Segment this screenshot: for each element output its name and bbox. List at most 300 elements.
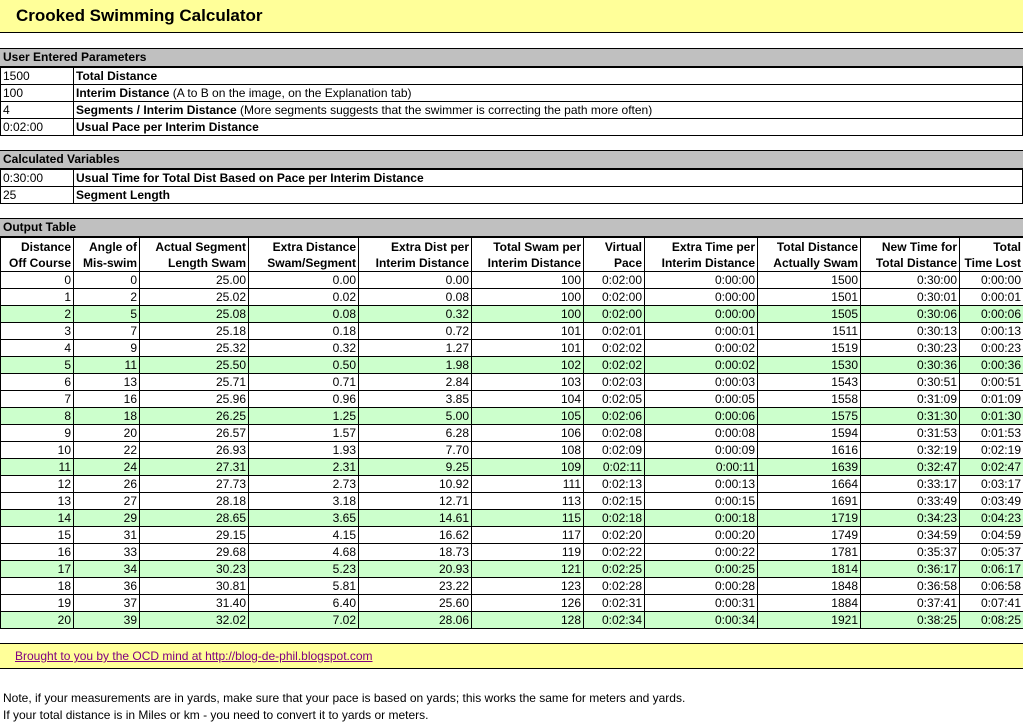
column-header-line2: Pace xyxy=(613,255,642,270)
table-cell[interactable]: 4.15 xyxy=(249,527,359,544)
table-cell[interactable]: 0:00:22 xyxy=(645,544,758,561)
table-cell[interactable]: 1.98 xyxy=(359,357,472,374)
table-cell[interactable]: 1848 xyxy=(758,578,861,595)
table-row xyxy=(1,578,1023,595)
column-header xyxy=(140,238,249,272)
param-row xyxy=(1,119,1023,136)
table-cell[interactable]: 0:37:41 xyxy=(861,595,960,612)
table-cell[interactable]: 0:34:23 xyxy=(861,510,960,527)
table-cell[interactable]: 0:02:00 xyxy=(584,289,645,306)
table-cell[interactable]: 19 xyxy=(1,595,74,612)
table-cell[interactable]: 0:02:06 xyxy=(584,408,645,425)
table-cell[interactable]: 29.68 xyxy=(140,544,249,561)
column-header-line1: Virtual xyxy=(604,239,642,254)
table-cell[interactable]: 0:30:23 xyxy=(861,340,960,357)
table-cell[interactable]: 17 xyxy=(1,561,74,578)
table-cell[interactable]: 0:00:00 xyxy=(645,272,758,289)
title-band xyxy=(0,0,1023,33)
calc-row xyxy=(1,170,1023,187)
column-header xyxy=(472,238,584,272)
table-cell[interactable]: 28.65 xyxy=(140,510,249,527)
param-value[interactable]: 4 xyxy=(1,102,74,119)
table-row xyxy=(1,493,1023,510)
table-cell[interactable]: 108 xyxy=(472,442,584,459)
table-cell[interactable]: 115 xyxy=(472,510,584,527)
table-cell[interactable]: 28.06 xyxy=(359,612,472,629)
table-cell[interactable]: 0 xyxy=(74,272,140,289)
table-cell[interactable]: 0:01:09 xyxy=(960,391,1023,408)
table-cell[interactable]: 25.50 xyxy=(140,357,249,374)
param-label-text: Usual Pace per Interim Distance xyxy=(76,119,259,134)
table-cell[interactable]: 0:02:28 xyxy=(584,578,645,595)
table-row xyxy=(1,612,1023,629)
table-cell[interactable]: 4 xyxy=(1,340,74,357)
table-cell[interactable]: 0:00:20 xyxy=(645,527,758,544)
table-cell[interactable]: 0:02:18 xyxy=(584,510,645,527)
table-cell[interactable]: 0:00:06 xyxy=(645,408,758,425)
table-cell[interactable]: 0:30:13 xyxy=(861,323,960,340)
table-cell[interactable]: 113 xyxy=(472,493,584,510)
table-cell[interactable]: 36 xyxy=(74,578,140,595)
calc-vars-table xyxy=(0,169,1023,204)
table-row xyxy=(1,391,1023,408)
table-cell[interactable]: 9 xyxy=(1,425,74,442)
param-label-text: Segments / Interim Distance xyxy=(76,102,237,117)
table-cell[interactable]: 18.73 xyxy=(359,544,472,561)
table-cell[interactable]: 31.40 xyxy=(140,595,249,612)
table-cell[interactable]: 14.61 xyxy=(359,510,472,527)
table-row xyxy=(1,527,1023,544)
column-header-line2: Length Swam xyxy=(167,255,246,270)
table-cell[interactable]: 0:30:00 xyxy=(861,272,960,289)
param-value[interactable]: 100 xyxy=(1,85,74,102)
table-cell[interactable]: 0:31:30 xyxy=(861,408,960,425)
table-row xyxy=(1,561,1023,578)
table-cell[interactable]: 0:05:37 xyxy=(960,544,1023,561)
table-cell[interactable]: 7 xyxy=(1,391,74,408)
column-header xyxy=(74,238,140,272)
param-row xyxy=(1,68,1023,85)
table-cell[interactable]: 4.68 xyxy=(249,544,359,561)
table-cell[interactable]: 23.22 xyxy=(359,578,472,595)
table-cell[interactable]: 5.00 xyxy=(359,408,472,425)
table-cell[interactable]: 3.85 xyxy=(359,391,472,408)
table-cell[interactable]: 100 xyxy=(472,289,584,306)
table-cell[interactable]: 10 xyxy=(1,442,74,459)
table-cell[interactable]: 0.32 xyxy=(359,306,472,323)
table-cell[interactable]: 0:36:58 xyxy=(861,578,960,595)
table-cell[interactable]: 16.62 xyxy=(359,527,472,544)
table-cell[interactable]: 22 xyxy=(74,442,140,459)
table-cell[interactable]: 1519 xyxy=(758,340,861,357)
table-cell[interactable]: 0:32:19 xyxy=(861,442,960,459)
table-cell[interactable]: 13 xyxy=(1,493,74,510)
table-cell[interactable]: 1884 xyxy=(758,595,861,612)
table-cell[interactable]: 5 xyxy=(74,306,140,323)
column-header xyxy=(758,238,861,272)
column-header-line2: Interim Distance xyxy=(487,255,581,270)
table-cell[interactable]: 0:00:06 xyxy=(960,306,1023,323)
table-cell[interactable]: 0:02:13 xyxy=(584,476,645,493)
table-cell[interactable]: 123 xyxy=(472,578,584,595)
table-cell[interactable]: 0.18 xyxy=(249,323,359,340)
table-cell[interactable]: 20 xyxy=(74,425,140,442)
column-header-line1: Total Swam per xyxy=(493,239,581,254)
table-cell[interactable]: 104 xyxy=(472,391,584,408)
table-cell[interactable]: 0.50 xyxy=(249,357,359,374)
table-cell[interactable]: 0:02:02 xyxy=(584,340,645,357)
column-header-line1: Total xyxy=(993,239,1021,254)
page-title: Crooked Swimming Calculator xyxy=(16,6,263,25)
table-cell[interactable]: 0:00:15 xyxy=(645,493,758,510)
table-cell[interactable]: 0:00:23 xyxy=(960,340,1023,357)
table-cell[interactable]: 0:30:06 xyxy=(861,306,960,323)
column-header-line2: Total Distance xyxy=(875,255,957,270)
table-row xyxy=(1,323,1023,340)
table-cell[interactable]: 39 xyxy=(74,612,140,629)
table-cell[interactable]: 1639 xyxy=(758,459,861,476)
column-header-line2: Interim Distance xyxy=(661,255,755,270)
table-row xyxy=(1,476,1023,493)
table-cell[interactable]: 31 xyxy=(74,527,140,544)
table-cell[interactable]: 0:02:11 xyxy=(584,459,645,476)
column-header xyxy=(1,238,74,272)
table-cell[interactable]: 30.81 xyxy=(140,578,249,595)
table-cell[interactable]: 0:02:22 xyxy=(584,544,645,561)
param-value[interactable]: 0:02:00 xyxy=(1,119,74,136)
table-cell[interactable]: 0:02:31 xyxy=(584,595,645,612)
table-cell[interactable]: 0:30:36 xyxy=(861,357,960,374)
table-cell[interactable]: 0:02:01 xyxy=(584,323,645,340)
table-cell[interactable]: 109 xyxy=(472,459,584,476)
table-cell[interactable]: 0:08:25 xyxy=(960,612,1023,629)
table-cell[interactable]: 1616 xyxy=(758,442,861,459)
column-header-line2: Mis-swim xyxy=(82,255,137,270)
table-cell[interactable]: 0:02:09 xyxy=(584,442,645,459)
column-header-line1: Actual Segment xyxy=(155,239,246,254)
table-cell[interactable]: 111 xyxy=(472,476,584,493)
table-cell[interactable]: 0:01:53 xyxy=(960,425,1023,442)
table-cell[interactable]: 29.15 xyxy=(140,527,249,544)
table-cell[interactable]: 5.23 xyxy=(249,561,359,578)
table-row xyxy=(1,544,1023,561)
table-cell[interactable]: 0:00:05 xyxy=(645,391,758,408)
table-row xyxy=(1,289,1023,306)
table-cell[interactable]: 34 xyxy=(74,561,140,578)
table-cell[interactable]: 1543 xyxy=(758,374,861,391)
table-cell[interactable]: 37 xyxy=(74,595,140,612)
column-header-line1: Extra Distance xyxy=(272,239,356,254)
table-cell[interactable]: 26.93 xyxy=(140,442,249,459)
table-cell[interactable]: 0 xyxy=(1,272,74,289)
table-cell[interactable]: 27.31 xyxy=(140,459,249,476)
column-header xyxy=(960,238,1023,272)
table-cell[interactable]: 0:00:01 xyxy=(960,289,1023,306)
table-row xyxy=(1,340,1023,357)
table-cell[interactable]: 0:35:37 xyxy=(861,544,960,561)
param-note: (A to B on the image, on the Explanation tab) xyxy=(169,85,412,100)
table-cell[interactable]: 0:03:17 xyxy=(960,476,1023,493)
column-header-line2: Interim Distance xyxy=(375,255,469,270)
table-cell[interactable]: 18 xyxy=(1,578,74,595)
table-cell[interactable]: 2.84 xyxy=(359,374,472,391)
table-row xyxy=(1,595,1023,612)
blog-link[interactable]: Brought to you by the OCD mind at http://blog-de-phil.blogspot.com xyxy=(15,649,373,663)
column-header-line1: New Time for xyxy=(881,239,957,254)
table-cell[interactable]: 25.00 xyxy=(140,272,249,289)
table-cell[interactable]: 25.18 xyxy=(140,323,249,340)
table-cell[interactable]: 11 xyxy=(74,357,140,374)
table-cell[interactable]: 1781 xyxy=(758,544,861,561)
table-cell[interactable]: 0:33:49 xyxy=(861,493,960,510)
table-cell[interactable]: 20 xyxy=(1,612,74,629)
table-cell[interactable]: 2.73 xyxy=(249,476,359,493)
table-cell[interactable]: 0:02:20 xyxy=(584,527,645,544)
table-cell[interactable]: 28.18 xyxy=(140,493,249,510)
table-cell[interactable]: 16 xyxy=(1,544,74,561)
table-cell[interactable]: 10.92 xyxy=(359,476,472,493)
table-cell[interactable]: 0.71 xyxy=(249,374,359,391)
table-cell[interactable]: 25.60 xyxy=(359,595,472,612)
table-cell[interactable]: 0.00 xyxy=(249,272,359,289)
table-cell[interactable]: 101 xyxy=(472,323,584,340)
table-cell[interactable]: 27.73 xyxy=(140,476,249,493)
table-cell[interactable]: 1505 xyxy=(758,306,861,323)
table-cell[interactable]: 128 xyxy=(472,612,584,629)
table-cell[interactable]: 0:01:30 xyxy=(960,408,1023,425)
table-cell[interactable]: 26.25 xyxy=(140,408,249,425)
column-header-line1: Extra Dist per xyxy=(390,239,469,254)
table-cell[interactable]: 100 xyxy=(472,272,584,289)
table-cell[interactable]: 0:00:11 xyxy=(645,459,758,476)
table-cell[interactable]: 0:02:02 xyxy=(584,357,645,374)
table-cell[interactable]: 0.08 xyxy=(359,289,472,306)
table-cell[interactable]: 7.70 xyxy=(359,442,472,459)
table-cell[interactable]: 0:00:13 xyxy=(960,323,1023,340)
table-cell[interactable]: 0.02 xyxy=(249,289,359,306)
table-cell[interactable]: 33 xyxy=(74,544,140,561)
param-row xyxy=(1,102,1023,119)
table-cell[interactable]: 32.02 xyxy=(140,612,249,629)
table-cell[interactable]: 1.93 xyxy=(249,442,359,459)
table-cell[interactable]: 0:00:01 xyxy=(645,323,758,340)
table-cell[interactable]: 1.27 xyxy=(359,340,472,357)
table-cell[interactable]: 126 xyxy=(472,595,584,612)
table-cell[interactable]: 0:30:51 xyxy=(861,374,960,391)
table-cell[interactable]: 0:00:51 xyxy=(960,374,1023,391)
table-cell[interactable]: 0:34:59 xyxy=(861,527,960,544)
table-cell[interactable]: 1749 xyxy=(758,527,861,544)
param-label xyxy=(74,102,1023,119)
table-cell[interactable]: 7.02 xyxy=(249,612,359,629)
table-cell[interactable]: 25.71 xyxy=(140,374,249,391)
table-cell[interactable]: 121 xyxy=(472,561,584,578)
table-cell[interactable]: 20.93 xyxy=(359,561,472,578)
table-cell[interactable]: 1.57 xyxy=(249,425,359,442)
table-cell[interactable]: 14 xyxy=(1,510,74,527)
table-cell[interactable]: 0:00:25 xyxy=(645,561,758,578)
column-header-line1: Angle of xyxy=(89,239,137,254)
table-cell[interactable]: 0:02:25 xyxy=(584,561,645,578)
table-cell[interactable]: 0:02:34 xyxy=(584,612,645,629)
table-cell[interactable]: 1511 xyxy=(758,323,861,340)
table-cell[interactable]: 0:06:58 xyxy=(960,578,1023,595)
table-row xyxy=(1,408,1023,425)
table-cell[interactable]: 11 xyxy=(1,459,74,476)
table-cell[interactable]: 25.08 xyxy=(140,306,249,323)
table-cell[interactable]: 0:00:00 xyxy=(645,306,758,323)
table-cell[interactable]: 7 xyxy=(74,323,140,340)
table-cell[interactable]: 119 xyxy=(472,544,584,561)
note-convert: If your total distance is in Miles or km - you need to convert it to yards or meters. xyxy=(3,708,429,722)
table-cell[interactable]: 29 xyxy=(74,510,140,527)
table-cell[interactable]: 100 xyxy=(472,306,584,323)
table-cell[interactable]: 0:00:13 xyxy=(645,476,758,493)
table-cell[interactable]: 6.40 xyxy=(249,595,359,612)
table-row xyxy=(1,272,1023,289)
table-cell[interactable]: 0:02:00 xyxy=(584,272,645,289)
table-cell[interactable]: 0:00:28 xyxy=(645,578,758,595)
table-cell[interactable]: 0:04:23 xyxy=(960,510,1023,527)
table-cell[interactable]: 0.96 xyxy=(249,391,359,408)
table-cell[interactable]: 0:00:03 xyxy=(645,374,758,391)
table-cell[interactable]: 3.65 xyxy=(249,510,359,527)
table-cell[interactable]: 25.02 xyxy=(140,289,249,306)
table-cell[interactable]: 0:03:49 xyxy=(960,493,1023,510)
calc-vars-header: Calculated Variables xyxy=(0,150,1023,169)
column-header-line1: Extra Time per xyxy=(671,239,755,254)
table-cell[interactable]: 0:02:19 xyxy=(960,442,1023,459)
table-cell[interactable]: 24 xyxy=(74,459,140,476)
param-row xyxy=(1,85,1023,102)
table-cell[interactable]: 3.18 xyxy=(249,493,359,510)
table-cell[interactable]: 5.81 xyxy=(249,578,359,595)
table-cell[interactable]: 0:02:15 xyxy=(584,493,645,510)
table-cell[interactable]: 0.32 xyxy=(249,340,359,357)
table-cell[interactable]: 1.25 xyxy=(249,408,359,425)
table-cell[interactable]: 16 xyxy=(74,391,140,408)
table-cell[interactable]: 0:02:00 xyxy=(584,306,645,323)
table-cell[interactable]: 0:33:17 xyxy=(861,476,960,493)
table-cell[interactable]: 102 xyxy=(472,357,584,374)
table-cell[interactable]: 0:36:17 xyxy=(861,561,960,578)
table-cell[interactable]: 0:00:09 xyxy=(645,442,758,459)
calc-label: Segment Length xyxy=(74,187,1023,204)
table-cell[interactable]: 0.08 xyxy=(249,306,359,323)
param-value[interactable]: 1500 xyxy=(1,68,74,85)
table-cell[interactable]: 5 xyxy=(1,357,74,374)
column-header xyxy=(645,238,758,272)
table-cell[interactable]: 25.32 xyxy=(140,340,249,357)
table-cell[interactable]: 1501 xyxy=(758,289,861,306)
table-cell[interactable]: 0:30:01 xyxy=(861,289,960,306)
table-cell[interactable]: 1575 xyxy=(758,408,861,425)
table-cell[interactable]: 0:00:34 xyxy=(645,612,758,629)
table-cell[interactable]: 0:00:08 xyxy=(645,425,758,442)
user-params-header: User Entered Parameters xyxy=(0,48,1023,67)
table-cell[interactable]: 12.71 xyxy=(359,493,472,510)
table-cell[interactable]: 117 xyxy=(472,527,584,544)
table-cell[interactable]: 0.00 xyxy=(359,272,472,289)
param-label-text: Interim Distance xyxy=(76,85,170,100)
table-cell[interactable]: 25.96 xyxy=(140,391,249,408)
table-cell[interactable]: 0:06:17 xyxy=(960,561,1023,578)
table-cell[interactable]: 27 xyxy=(74,493,140,510)
table-cell[interactable]: 9 xyxy=(74,340,140,357)
table-row xyxy=(1,510,1023,527)
param-label-text: Total Distance xyxy=(76,68,158,83)
table-cell[interactable]: 9.25 xyxy=(359,459,472,476)
table-cell[interactable]: 1594 xyxy=(758,425,861,442)
table-cell[interactable]: 0:02:05 xyxy=(584,391,645,408)
table-cell[interactable]: 0:31:09 xyxy=(861,391,960,408)
table-cell[interactable]: 0:38:25 xyxy=(861,612,960,629)
table-cell[interactable]: 26 xyxy=(74,476,140,493)
table-cell[interactable]: 26.57 xyxy=(140,425,249,442)
table-cell[interactable]: 2 xyxy=(1,306,74,323)
table-cell[interactable]: 2 xyxy=(74,289,140,306)
table-cell[interactable]: 6.28 xyxy=(359,425,472,442)
table-cell[interactable]: 0:02:03 xyxy=(584,374,645,391)
table-cell[interactable]: 0:07:41 xyxy=(960,595,1023,612)
calc-row xyxy=(1,187,1023,204)
table-cell[interactable]: 6 xyxy=(1,374,74,391)
table-cell[interactable]: 0:00:18 xyxy=(645,510,758,527)
table-cell[interactable]: 3 xyxy=(1,323,74,340)
table-cell[interactable]: 0:32:47 xyxy=(861,459,960,476)
table-cell[interactable]: 0:02:08 xyxy=(584,425,645,442)
table-cell[interactable]: 0:04:59 xyxy=(960,527,1023,544)
table-cell[interactable]: 0:00:02 xyxy=(645,340,758,357)
table-cell[interactable]: 0.72 xyxy=(359,323,472,340)
table-cell[interactable]: 105 xyxy=(472,408,584,425)
table-cell[interactable]: 30.23 xyxy=(140,561,249,578)
table-cell[interactable]: 13 xyxy=(74,374,140,391)
table-cell[interactable]: 101 xyxy=(472,340,584,357)
table-cell[interactable]: 0:00:02 xyxy=(645,357,758,374)
table-cell[interactable]: 0:00:36 xyxy=(960,357,1023,374)
table-cell[interactable]: 15 xyxy=(1,527,74,544)
table-cell[interactable]: 1691 xyxy=(758,493,861,510)
table-cell[interactable]: 12 xyxy=(1,476,74,493)
table-cell[interactable]: 1558 xyxy=(758,391,861,408)
table-cell[interactable]: 1 xyxy=(1,289,74,306)
table-cell[interactable]: 0:31:53 xyxy=(861,425,960,442)
column-header xyxy=(359,238,472,272)
table-cell[interactable]: 1500 xyxy=(758,272,861,289)
table-cell[interactable]: 0:00:00 xyxy=(645,289,758,306)
table-cell[interactable]: 1719 xyxy=(758,510,861,527)
param-label xyxy=(74,85,1023,102)
table-cell[interactable]: 1530 xyxy=(758,357,861,374)
table-cell[interactable]: 0:00:31 xyxy=(645,595,758,612)
table-cell[interactable]: 1814 xyxy=(758,561,861,578)
table-cell[interactable]: 18 xyxy=(74,408,140,425)
output-table xyxy=(0,237,1023,629)
table-cell[interactable]: 0:00:00 xyxy=(960,272,1023,289)
note-yards: Note, if your measurements are in yards, make sure that your pace is based on yards; this works the same for meters and yards. xyxy=(3,691,686,705)
table-cell[interactable]: 103 xyxy=(472,374,584,391)
table-cell[interactable]: 2.31 xyxy=(249,459,359,476)
table-cell[interactable]: 1664 xyxy=(758,476,861,493)
calc-value: 25 xyxy=(1,187,74,204)
table-cell[interactable]: 8 xyxy=(1,408,74,425)
table-cell[interactable]: 106 xyxy=(472,425,584,442)
column-header-line2: Actually Swam xyxy=(773,255,858,270)
table-cell[interactable]: 1921 xyxy=(758,612,861,629)
column-header xyxy=(861,238,960,272)
table-cell[interactable]: 0:02:47 xyxy=(960,459,1023,476)
